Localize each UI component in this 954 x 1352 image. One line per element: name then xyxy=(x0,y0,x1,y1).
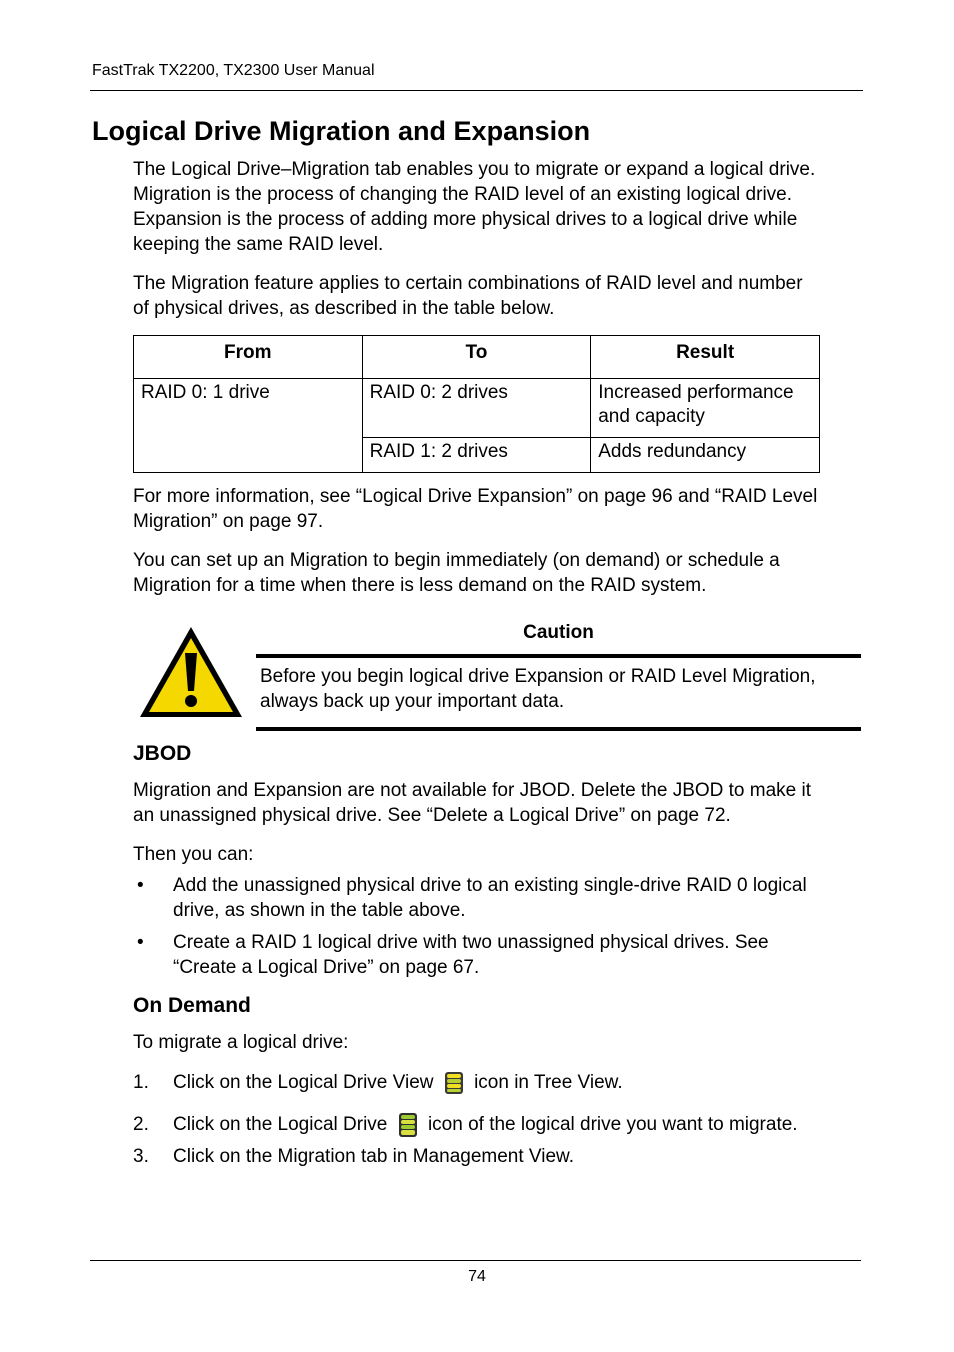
footer-rule xyxy=(90,1260,861,1261)
page-number: 74 xyxy=(468,1268,486,1285)
step-text: icon of the logical drive you want to migrate. xyxy=(427,1114,798,1136)
logical-drive-view-icon xyxy=(442,1071,466,1095)
bullet-line: Add the unassigned physical drive to an existing single-drive RAID 0 logical xyxy=(173,875,807,896)
intro-line: Migration is the process of changing the RAID level of an existing logical drive. xyxy=(133,184,793,205)
cell-to: RAID 1: 2 drives xyxy=(362,438,591,473)
schedule-line: You can set up an Migration to begin immediately (on demand) or schedule a xyxy=(133,550,780,571)
jbod-paragraph xyxy=(133,778,873,828)
header-rule xyxy=(90,90,863,91)
migration-table xyxy=(133,335,820,473)
schedule-paragraph xyxy=(133,548,873,598)
jbod-line: an unassigned physical drive. See “Delete a Logical Drive” on page 72. xyxy=(133,805,731,826)
step-item: Click on the Migration tab in Management View. xyxy=(173,1146,574,1167)
bullet-marker: • xyxy=(137,932,144,953)
more-info-line: For more information, see “Logical Drive Expansion” on page 96 and “RAID Level xyxy=(133,486,818,507)
caution-line: Before you begin logical drive Expansion or RAID Level Migration, xyxy=(260,666,816,687)
table-header-row xyxy=(134,336,820,379)
cell-from: RAID 0: 1 drive xyxy=(134,379,363,473)
caution-title: Caution xyxy=(523,622,594,643)
intro-line: The Logical Drive–Migration tab enables you to migrate or expand a logical drive. xyxy=(133,159,816,180)
cell-result xyxy=(591,379,820,438)
step-text: Click on the Logical Drive View xyxy=(173,1072,434,1093)
step-item xyxy=(173,1112,873,1138)
more-info-line: Migration” on page 97. xyxy=(133,511,324,532)
cell-result: Adds redundancy xyxy=(591,438,820,473)
cell-to: RAID 0: 2 drives xyxy=(362,379,591,438)
step-number: 3. xyxy=(133,1146,149,1167)
caution-text xyxy=(260,664,860,714)
step-text: Click on the Logical Drive xyxy=(173,1114,388,1136)
step-text: icon in Tree View. xyxy=(474,1072,623,1093)
schedule-line: Migration for a time when there is less demand on the RAID system. xyxy=(133,575,707,596)
result-line: and capacity xyxy=(598,406,705,427)
table-row xyxy=(134,379,820,438)
feature-line: The Migration feature applies to certain combinations of RAID level and number xyxy=(133,273,803,294)
step-number: 1. xyxy=(133,1072,149,1093)
on-demand-heading: On Demand xyxy=(133,994,251,1017)
more-info-paragraph xyxy=(133,484,873,534)
bullet-line: Create a RAID 1 logical drive with two unassigned physical drives. See xyxy=(173,932,769,953)
bullet-line: “Create a Logical Drive” on page 67. xyxy=(173,957,480,978)
column-header-from: From xyxy=(134,336,363,379)
bullet-item xyxy=(173,930,873,980)
caution-line: always back up your important data. xyxy=(260,691,565,712)
feature-paragraph xyxy=(133,271,873,321)
caution-rule-bottom xyxy=(256,727,861,731)
caution-rule-top xyxy=(256,654,861,658)
warning-triangle-icon xyxy=(138,625,244,719)
step-number: 2. xyxy=(133,1114,149,1135)
bullet-item xyxy=(173,873,873,923)
jbod-heading: JBOD xyxy=(133,742,192,765)
logical-drive-icon xyxy=(396,1112,420,1138)
feature-line: of physical drives, as described in the table below. xyxy=(133,298,555,319)
on-demand-intro: To migrate a logical drive: xyxy=(133,1032,349,1053)
intro-line: keeping the same RAID level. xyxy=(133,234,384,255)
bullet-line: drive, as shown in the table above. xyxy=(173,900,466,921)
bullet-marker: • xyxy=(137,875,144,896)
then-text: Then you can: xyxy=(133,844,254,865)
column-header-to: To xyxy=(362,336,591,379)
step-item xyxy=(173,1070,873,1095)
column-header-result: Result xyxy=(591,336,820,379)
result-line: Increased performance xyxy=(598,382,794,403)
running-header: FastTrak TX2200, TX2300 User Manual xyxy=(92,62,375,79)
intro-line: Expansion is the process of adding more physical drives to a logical drive while xyxy=(133,209,798,230)
intro-paragraph xyxy=(133,157,873,257)
page-title: Logical Drive Migration and Expansion xyxy=(92,116,591,146)
jbod-line: Migration and Expansion are not available for JBOD. Delete the JBOD to make it xyxy=(133,780,812,801)
